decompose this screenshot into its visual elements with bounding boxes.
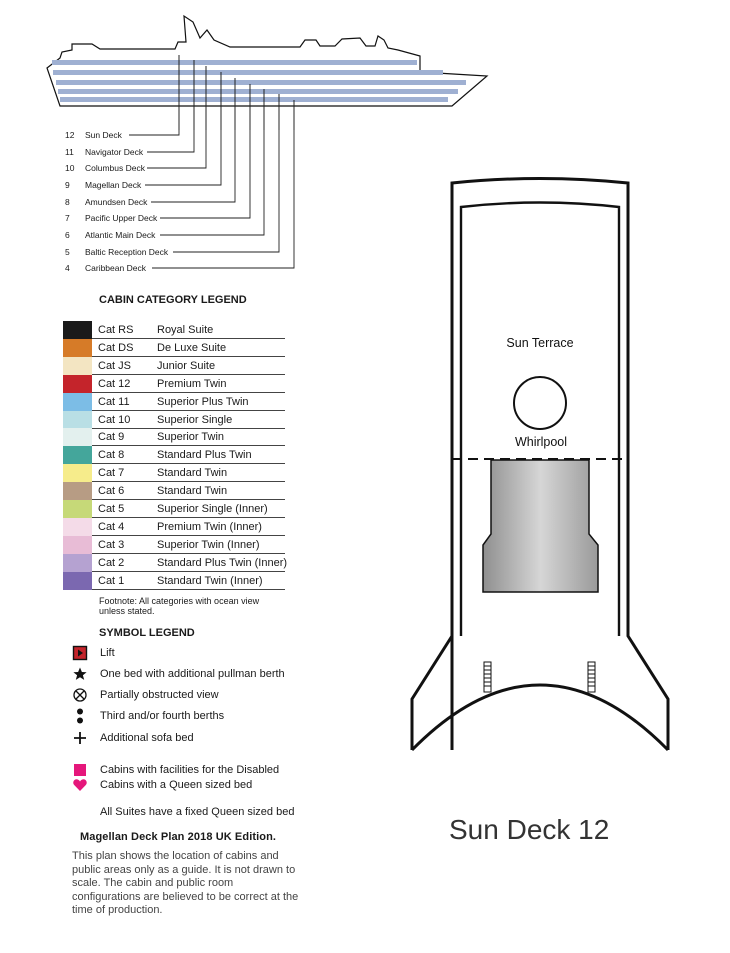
cabin-legend-row bbox=[63, 536, 285, 554]
deck-name: Baltic Reception Deck bbox=[85, 247, 169, 257]
deck-outline-outer bbox=[452, 179, 668, 751]
cabin-legend-row bbox=[63, 375, 285, 393]
deck-label-8[interactable] bbox=[65, 197, 147, 207]
category-code: Cat 1 bbox=[98, 574, 125, 587]
deck-number: 9 bbox=[65, 180, 70, 190]
edition-title: Magellan Deck Plan 2018 UK Edition. bbox=[80, 831, 277, 843]
whirlpool-circle bbox=[514, 377, 566, 429]
category-swatch bbox=[63, 411, 92, 429]
category-description: Standard Plus Twin bbox=[157, 449, 252, 462]
category-code: Cat 11 bbox=[98, 395, 130, 408]
deck-outline-left-bottom bbox=[412, 636, 452, 750]
category-description: Superior Single bbox=[157, 413, 233, 426]
category-code: Cat 6 bbox=[98, 485, 125, 498]
symbol-label: Lift bbox=[100, 647, 115, 659]
category-description: Standard Plus Twin (Inner) bbox=[157, 556, 288, 569]
lift-icon bbox=[72, 645, 88, 661]
deck-label-5[interactable] bbox=[65, 247, 168, 257]
category-description: Superior Single (Inner) bbox=[157, 503, 268, 515]
deck-name: Navigator Deck bbox=[85, 147, 144, 157]
berths-icon bbox=[72, 708, 88, 724]
cabin-legend-footnote bbox=[99, 596, 259, 616]
cabin-legend-row bbox=[63, 482, 285, 500]
symbol-label: Third and/or fourth berths bbox=[100, 710, 225, 722]
deck-name: Magellan Deck bbox=[85, 180, 142, 190]
category-swatch bbox=[63, 518, 92, 536]
category-swatch bbox=[63, 393, 92, 411]
deck-name: Caribbean Deck bbox=[85, 263, 146, 273]
symbol-label: Cabins with a Queen sized bed bbox=[100, 779, 253, 791]
deck-name: Atlantic Main Deck bbox=[85, 230, 156, 240]
footnote-line: Footnote: All categories with ocean view bbox=[99, 596, 260, 606]
category-swatch bbox=[63, 572, 92, 590]
category-description: Superior Twin bbox=[157, 431, 225, 444]
deck-number: 11 bbox=[65, 147, 74, 157]
deck-label-6[interactable] bbox=[65, 230, 155, 240]
cabin-legend-row bbox=[63, 357, 285, 375]
cabin-legend-row bbox=[63, 446, 285, 464]
category-description: Standard Twin bbox=[157, 467, 228, 480]
deck-label-11[interactable] bbox=[65, 147, 143, 157]
star-icon bbox=[72, 666, 88, 682]
category-code: Cat 8 bbox=[98, 449, 125, 462]
category-description: Superior Plus Twin bbox=[157, 395, 249, 408]
category-code: Cat 4 bbox=[98, 520, 125, 533]
category-swatch bbox=[63, 446, 92, 464]
deck-aft-arch-inner bbox=[461, 636, 619, 645]
cabin-legend-row bbox=[63, 500, 285, 518]
category-swatch bbox=[63, 375, 92, 393]
disclaimer-text: This plan shows the location of cabins and public areas only as a guide. It is not drawn to scale. The cabin and public room configurations are believed to be correct at the time of production. bbox=[72, 850, 299, 917]
category-swatch bbox=[63, 482, 92, 500]
whirlpool-label: Whirlpool bbox=[514, 435, 568, 449]
cabin-legend-row bbox=[63, 411, 285, 429]
deck-label-12[interactable] bbox=[65, 130, 122, 140]
category-code: Cat 5 bbox=[98, 503, 125, 515]
deck-number: 10 bbox=[65, 163, 75, 173]
deck-number: 7 bbox=[65, 213, 70, 223]
category-description: Royal Suite bbox=[157, 324, 214, 336]
category-swatch bbox=[63, 464, 92, 482]
symbol-label: One bed with additional pullman berth bbox=[100, 668, 285, 680]
category-code: Cat RS bbox=[98, 324, 134, 336]
deck-label-10[interactable] bbox=[65, 163, 145, 173]
category-description: Premium Twin bbox=[157, 377, 227, 390]
category-swatch bbox=[63, 321, 92, 339]
category-swatch bbox=[63, 536, 92, 554]
category-swatch bbox=[63, 357, 92, 375]
category-description: Standard Twin (Inner) bbox=[157, 574, 263, 587]
cabin-legend-row bbox=[63, 339, 285, 357]
category-code: Cat DS bbox=[98, 341, 134, 354]
deck-number: 4 bbox=[65, 263, 70, 273]
symbol-label: Partially obstructed view bbox=[100, 689, 219, 701]
deck-number: 8 bbox=[65, 197, 70, 207]
cabin-legend-row bbox=[63, 572, 285, 590]
deck-aft-arch bbox=[412, 685, 668, 750]
suites-note: All Suites have a fixed Queen sized bed bbox=[100, 806, 295, 818]
category-description: Standard Twin bbox=[157, 485, 228, 498]
deck-number: 12 bbox=[65, 130, 75, 140]
cabin-legend-row bbox=[63, 554, 288, 572]
disabled-square-icon bbox=[72, 762, 88, 778]
cabin-legend-row bbox=[63, 464, 285, 482]
stairs-left bbox=[484, 662, 491, 692]
deck-name: Columbus Deck bbox=[85, 163, 145, 173]
deck-number: 5 bbox=[65, 247, 70, 257]
deck-name: Sun Deck bbox=[85, 130, 122, 140]
category-description: Premium Twin (Inner) bbox=[157, 520, 262, 533]
category-code: Cat 2 bbox=[98, 556, 125, 569]
category-code: Cat 12 bbox=[98, 377, 131, 390]
category-swatch bbox=[63, 339, 92, 357]
category-code: Cat 3 bbox=[98, 538, 125, 551]
deck-title: Sun Deck 12 bbox=[449, 814, 610, 845]
deck-label-4[interactable] bbox=[65, 263, 146, 273]
obstructed-view-icon bbox=[72, 687, 88, 703]
category-description: De Luxe Suite bbox=[157, 341, 227, 354]
deck-number: 6 bbox=[65, 230, 70, 240]
category-code: Cat JS bbox=[98, 359, 132, 372]
cabin-legend-title: CABIN CATEGORY LEGEND bbox=[99, 294, 247, 306]
category-code: Cat 9 bbox=[98, 431, 125, 444]
heart-icon bbox=[72, 777, 88, 793]
category-code: Cat 10 bbox=[98, 413, 131, 426]
stairs-left-steps bbox=[484, 666, 491, 686]
cabin-legend-row bbox=[63, 518, 285, 536]
stairs-right-steps bbox=[588, 666, 595, 686]
deck-name: Amundsen Deck bbox=[85, 197, 148, 207]
sun-terrace-label: Sun Terrace bbox=[506, 336, 574, 350]
symbol-label: Cabins with facilities for the Disabled bbox=[100, 764, 280, 776]
symbol-label: Additional sofa bed bbox=[100, 732, 194, 744]
deck-label-9[interactable] bbox=[65, 180, 141, 190]
deck-name: Pacific Upper Deck bbox=[85, 213, 158, 223]
central-structure bbox=[483, 460, 598, 592]
plus-icon bbox=[72, 730, 88, 746]
category-swatch bbox=[63, 554, 92, 572]
deck-label-7[interactable] bbox=[65, 213, 157, 223]
row-divider bbox=[92, 589, 285, 590]
category-swatch bbox=[63, 428, 92, 446]
stairs-right bbox=[588, 662, 595, 692]
category-swatch bbox=[63, 500, 92, 518]
footnote-line: unless stated. bbox=[99, 606, 155, 616]
deck-outline-inner bbox=[461, 203, 619, 637]
cabin-legend-row bbox=[63, 428, 285, 446]
category-description: Junior Suite bbox=[157, 359, 216, 372]
category-description: Superior Twin (Inner) bbox=[157, 538, 260, 551]
symbol-legend-title: SYMBOL LEGEND bbox=[99, 627, 195, 639]
cabin-legend-row bbox=[63, 393, 285, 411]
cabin-legend-row bbox=[63, 321, 285, 339]
category-code: Cat 7 bbox=[98, 467, 125, 480]
